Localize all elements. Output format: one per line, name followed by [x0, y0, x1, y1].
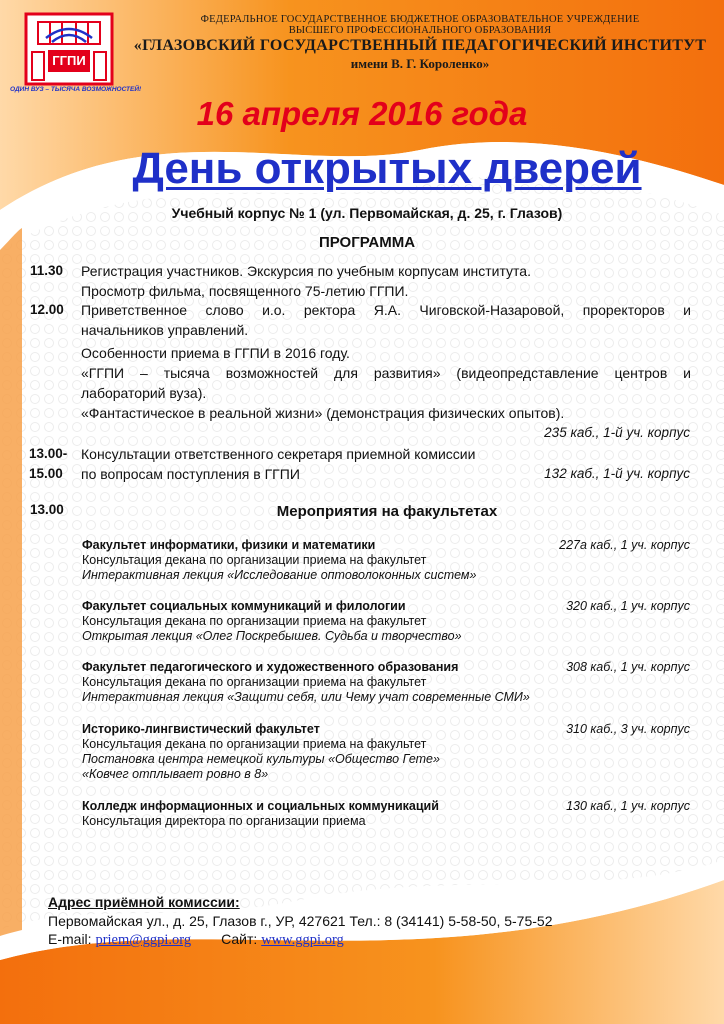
faculty-name: Факультет педагогического и художественного образования — [82, 660, 459, 674]
site-label: Сайт: — [221, 931, 262, 947]
email-label: E-mail: — [48, 931, 96, 947]
faculty-room: 320 каб., 1 уч. корпус — [566, 599, 690, 613]
schedule-item: Консультации ответственного секретаря приемной комиссии — [81, 446, 476, 462]
faculty-line: Интерактивная лекция «Исследование оптоволоконных систем» — [82, 568, 477, 582]
faculties-heading: Мероприятия на факультетах — [276, 503, 498, 520]
faculty-room: 308 каб., 1 уч. корпус — [566, 660, 690, 674]
schedule-room: 235 каб., 1-й уч. корпус — [544, 425, 690, 440]
time-4: 13.00 — [30, 502, 64, 517]
time-3-end: 15.00 — [29, 466, 63, 481]
faculty-line: Консультация декана по организации приема на факультет — [82, 553, 427, 567]
faculty-line: «Ковчег отплывает ровно в 8» — [82, 767, 269, 781]
email-link[interactable]: priem@ggpi.org — [95, 932, 192, 948]
schedule-item: начальников управлений. — [81, 322, 249, 338]
faculty-name: Колледж информационных и социальных коммуникаций — [82, 799, 439, 813]
faculty-line: Постановка центра немецкой культуры «Общество Гете» — [82, 752, 440, 766]
schedule-item: Просмотр фильма, посвященного 75-летию ГГПИ. — [81, 283, 409, 299]
time-2: 12.00 — [30, 302, 64, 317]
schedule-item: Приветственное слово и.о. ректора Я.А. Чиговской-Назаровой, проректоров и — [81, 302, 691, 318]
logo-abbreviation: ГГПИ — [52, 53, 86, 68]
header-institute-name: «ГЛАЗОВСКИЙ ГОСУДАРСТВЕННЫЙ ПЕДАГОГИЧЕСКИЙ ИНСТИТУТ — [133, 37, 707, 54]
time-3-start: 13.00- — [29, 446, 68, 461]
contacts-address: Первомайская ул., д. 25, Глазов г., УР, 427621 Тел.: 8 (34141) 5-58-50, 5-75-52 — [48, 913, 553, 929]
logo-slogan: ОДИН ВУЗ – ТЫСЯЧА ВОЗМОЖНОСТЕЙ! — [10, 86, 142, 93]
header-line-2: ВЫСШЕГО ПРОФЕССИОНАЛЬНОГО ОБРАЗОВАНИЯ — [288, 25, 552, 36]
logo — [10, 12, 142, 98]
faculty-line: Консультация декана по организации приема на факультет — [82, 675, 427, 689]
header-line-1: ФЕДЕРАЛЬНОЕ ГОСУДАРСТВЕННОЕ БЮДЖЕТНОЕ ОБРАЗОВАТЕЛЬНОЕ УЧРЕЖДЕНИЕ — [200, 14, 640, 25]
schedule-item: Особенности приема в ГГПИ в 2016 году. — [81, 345, 350, 361]
schedule-item: «ГГПИ – тысяча возможностей для развития» (видеопредставление центров и — [81, 365, 691, 381]
faculty-name: Факультет информатики, физики и математики — [82, 538, 376, 552]
faculty-room: 227а каб., 1 уч. корпус — [559, 538, 690, 552]
event-venue: Учебный корпус № 1 (ул. Первомайская, д. 25, г. Глазов) — [171, 205, 563, 221]
schedule-room: 132 каб., 1-й уч. корпус — [544, 466, 690, 481]
contacts-links — [48, 931, 344, 949]
faculty-line: Консультация директора по организации приема — [82, 814, 366, 828]
faculty-line: Консультация декана по организации приема на факультет — [82, 614, 427, 628]
faculty-line: Консультация декана по организации приема на факультет — [82, 737, 427, 751]
faculty-line: Открытая лекция «Олег Поскребышев. Судьба и творчество» — [82, 629, 462, 643]
schedule-item: по вопросам поступления в ГГПИ — [81, 466, 300, 482]
time-1: 11.30 — [30, 263, 64, 278]
event-date: 16 апреля 2016 года — [196, 95, 528, 132]
faculty-name: Историко-лингвистический факультет — [82, 722, 320, 736]
contacts-heading: Адрес приёмной комиссии: — [48, 894, 240, 910]
schedule-item: Регистрация участников. Экскурсия по учебным корпусам института. — [81, 263, 531, 279]
schedule-item: лабораторий вуза). — [81, 385, 207, 401]
faculty-room: 130 каб., 1 уч. корпус — [566, 799, 690, 813]
program-heading: ПРОГРАММА — [318, 234, 416, 251]
schedule-item: «Фантастическое в реальной жизни» (демонстрация физических опытов). — [81, 405, 565, 421]
header-institute-namesake: имени В. Г. Короленко» — [350, 56, 490, 71]
event-title: День открытых дверей — [132, 144, 642, 193]
faculty-name: Факультет социальных коммуникаций и филологии — [82, 599, 406, 613]
site-link[interactable]: www.ggpi.org — [261, 932, 344, 948]
faculty-room: 310 каб., 3 уч. корпус — [566, 722, 690, 736]
faculty-line: Интерактивная лекция «Защити себя, или Чему учат современные СМИ» — [82, 690, 530, 704]
